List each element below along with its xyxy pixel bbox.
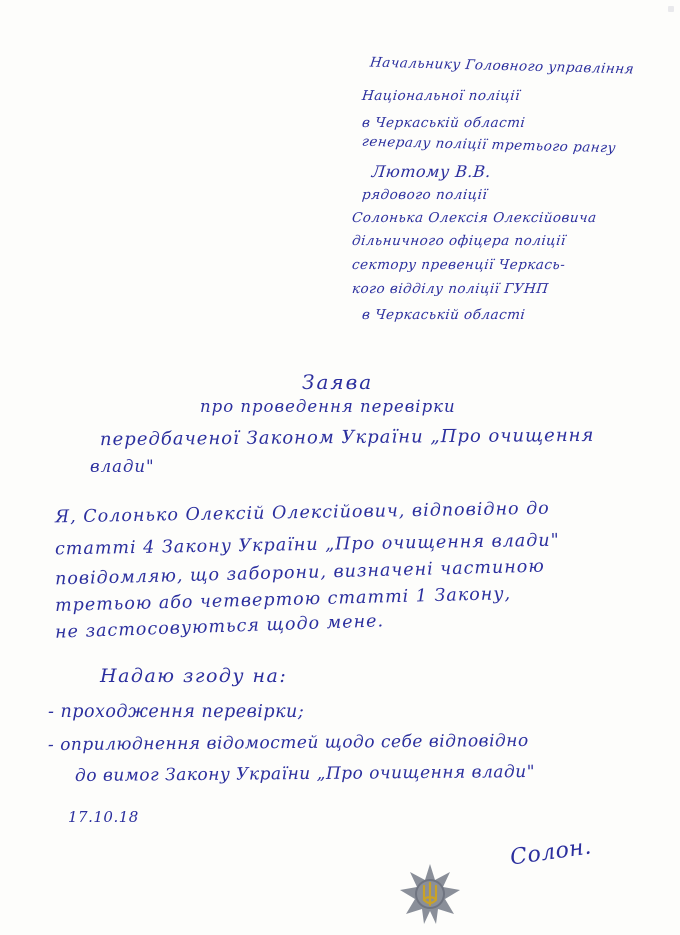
addressee-line: генералу поліції третього рангу [360, 133, 617, 157]
addressee-line: Національної поліції [361, 88, 521, 104]
title-line: передбаченої Законом України „Про очищення [99, 424, 595, 451]
corner-mark [668, 6, 674, 12]
title-heading: Заява [302, 370, 374, 394]
addressee-line: Солонька Олексія Олексійовича [351, 210, 598, 226]
body-line: не застосовуються щодо мене. [54, 611, 385, 643]
consent-item: - проходження перевірки; [48, 702, 305, 722]
body-line: Я, Солонько Олексій Олексійович, відповідно до [54, 498, 550, 528]
title-line: влади" [90, 457, 155, 476]
consent-item: до вимог Закону України „Про очищення влади" [74, 761, 536, 787]
body-line: статті 4 Закону України „Про очищення влади" [54, 530, 560, 560]
addressee-line: сектору превенції Черкась- [351, 257, 567, 273]
addressee-line: Начальнику Головного управління [368, 54, 636, 78]
addressee-line: Лютому В.В. [371, 162, 493, 181]
police-star-emblem-icon [398, 862, 462, 926]
addressee-line: дільничного офіцера поліції [351, 233, 567, 249]
document-date: 17.10.18 [68, 808, 139, 826]
signature: Солон. [508, 834, 594, 871]
addressee-line: в Черкаській області [361, 307, 527, 323]
consent-item: - оприлюднення відомостей щодо себе відповідно [47, 730, 529, 756]
body-line: третьою або четвертою статті 1 Закону, [54, 584, 512, 616]
addressee-line: в Черкаській області [361, 115, 527, 131]
consent-heading: Надаю згоду на: [100, 665, 288, 687]
title-line: про проведення перевірки [200, 397, 456, 416]
body-line: повідомляю, що заборони, визначені частиною [54, 556, 545, 590]
addressee-line: рядового поліції [361, 187, 489, 203]
addressee-line: кого відділу поліції ГУНП [351, 281, 550, 297]
